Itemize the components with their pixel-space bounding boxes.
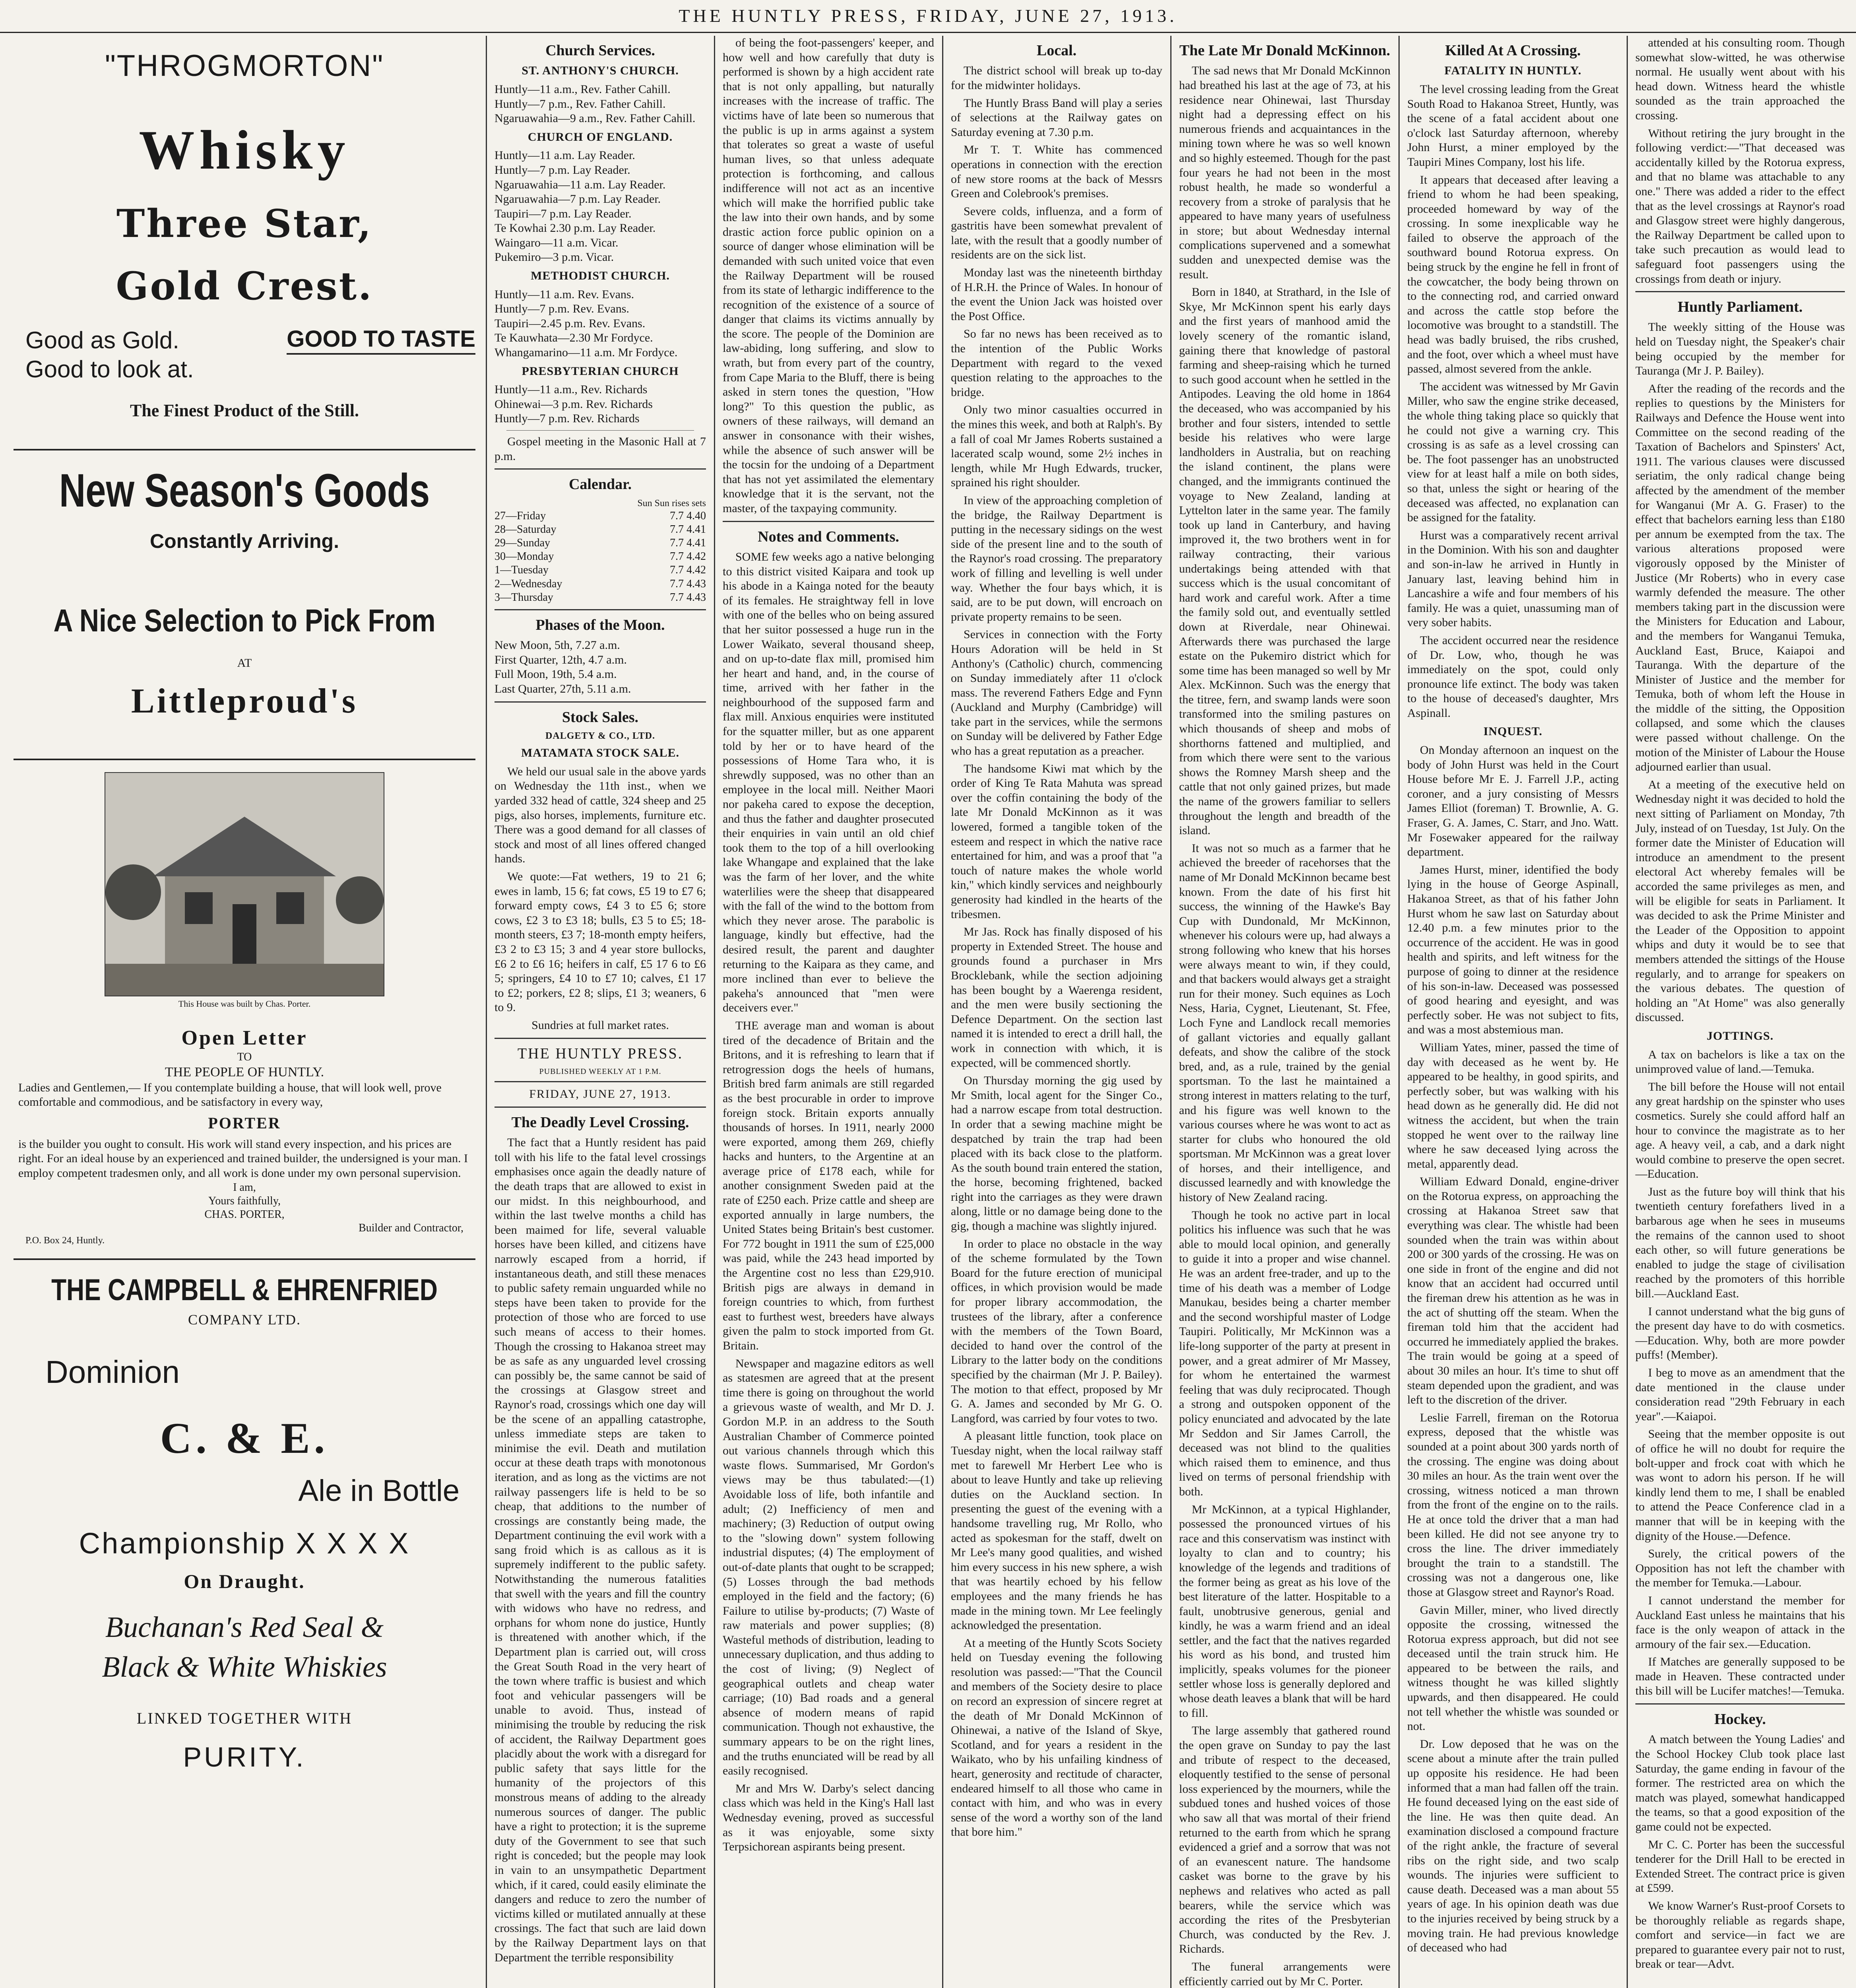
column-6	[1402, 36, 1624, 1988]
coe-line: Waingaro—11 a.m. Vicar.	[495, 236, 619, 249]
notes-para: Newspaper and magazine editors as well as statesmen are agreed that at the present time there is going on throughout the world a grievous waste of wealth, and Mr D. J. Gordon M.P. in an address to the South Australian Chamber of Commerce pointed out various channels through which this waste flows. Summarised, Mr Gordon's views may be thus tabulated:—(1) Avoidable loss of life, both infantile and adult; (2) Inefficiency of men and machinery; (3) Reduction of output owing to the "slowing down" system following industrial disputes; (4) The employment of out-of-date plants that ought to be scrapped; (5) Losses through the bad methods employed in the field and the factory; (6) Failure to utilise by-products; (7) Waste of raw materials and power supplies; (8) Wasteful methods of distribution, leading to unnecessary duplication, and thus adding to the cost of living; (9) Neglect of geographical outlets and cheap water carriage; (10) Bad roads and a general absence of modern means of rapid communication. Though not exhaustive, the summary appears to be on the right lines, and the truths enunciated will be read by all easily recognised.	[723, 1357, 934, 1778]
throgmorton-advert	[14, 48, 475, 450]
st-anthony-heading: ST. ANTHONY'S CHURCH.	[522, 64, 679, 78]
stock-para-2: We quote:—Fat wethers, 19 to 21 6; ewes in lamb, 15 6; fat cows, £5 19 to £7 6; forward empty cows, £4 3 to £5 6; store cows, £2 3 to £3 18; bulls, £3 5 to £5; 18-month steers, £3 7; 18-month empty heifers, £3 2 to £3 15; 3 and 4 year store bullocks, £6 2 to £6 16; heifers in calf, £5 17 6 to £6 5; springers, £4 10 to £7 10; calves, £1 17 to £2; porkers, £2 8; slips, £1 3; weaners, 6 to 9.	[495, 870, 706, 1014]
stock-para-1: We held our usual sale in the above yards on Wednesday the 11th inst., when we yarded 332 head of cattle, 324 sheep and 25 pigs, also horses, implements, furniture etc. There was a good demand for all classes of stock and most of all lines offered changed hands.	[495, 765, 706, 866]
crossing-para: The level crossing leading from the Great South Road to Hakanoa Street, Huntly, was the scene of a fatal accident about one o'clock last Saturday afternoon, whereby John Hurst, a miner employed by the Taupiri Mines Company, lost his life.	[1407, 82, 1619, 169]
whisky-heading: Whisky	[139, 119, 350, 181]
methodist-line: Te Kauwhata—2.30 Mr Fordyce.	[495, 331, 653, 345]
column-rule	[942, 36, 943, 1988]
letter-body: Ladies and Gentlemen,— If you contemplate building a house, that will look well, prove comfortable and commodious, and be satisfactory in every way,	[18, 1081, 442, 1109]
parliament-heading: Huntly Parliament.	[1678, 299, 1803, 316]
methodist-line: Huntly—7 p.m. Rev. Evans.	[495, 302, 629, 316]
mckinnon-para: The large assembly that gathered round the open grave on Sunday to pay the last and tribute of respect to the deceased, eloquently testified to the sense of personal loss experienced by the mourners, while the subdued tones and hushed voices of those who saw all that was mortal of their friend returned to the earth from which he sprang evidenced a grief and a sorrow that was not of an evanescent nature. The handsome casket was borne to the grave by his nephews and relatives who acted as pall bearers, while the service which was according the rites of the Presbyterian Church, was conducted by the Rev. J. Richards.	[1179, 1724, 1391, 1956]
black-white-label: Black & White Whiskies	[102, 1651, 387, 1684]
warner-advert: We know Warner's Rust-proof Corsets to be thoroughly reliable as regards shape, comfort and service—in fact we are prepared to guarantee every pair not to rust, break or tear—Advt.	[1635, 1899, 1845, 1971]
column-2	[489, 36, 712, 1988]
calendar-row: 30—Monday 7.7 4.42	[495, 550, 706, 563]
porter-tender: Mr C. C. Porter has been the successful tenderer for the Drill Hall to be erected in Extended Street. The contract price is given at £599.	[1635, 1838, 1845, 1895]
signoff-4: Builder and Contractor,	[358, 1221, 464, 1234]
letter-body-2: is the builder you ought to consult. His work will stand every inspection, and his prices are right. For an ideal house by an experienced and trained builder, the undersigned is your man. I employ competent tradesmen only, and all work is done under my own personal supervision.	[18, 1137, 468, 1180]
presby-line: Huntly—7 p.m. Rev. Richards	[495, 412, 640, 425]
finest-product: The Finest Product of the Still.	[130, 400, 359, 420]
dateline: FRIDAY, JUNE 27, 1913.	[529, 1087, 671, 1101]
local-item: Severe colds, influenza, and a form of gastritis have been somewhat prevalent of late, with the result that a goodly number of residents are on the sick list.	[951, 204, 1162, 262]
column-rule	[1627, 36, 1628, 1988]
methodist-heading: METHODIST CHURCH.	[531, 269, 670, 283]
local-item: In view of the approaching completion of the bridge, the Railway Department is putting in the necessary sidings on the west side of the present line and to the south of the Raynor's road crossing. The preparatory work of filling and levelling is well under way. Whether the four bays which, it is said, are to be put down, will encroach on private property remains to be seen.	[951, 493, 1162, 623]
championship-label: Championship X X X X	[79, 1526, 410, 1560]
crossing-para: The accident was witnessed by Mr Gavin Miller, who saw the engine strike deceased, the whole thing taking place so quickly that he could not give a warning cry. This crossing is as safe as a level crossing can be. The foot passenger has an unobstructed view for at least half a mile on both sides, so that, unless the sight or hearing of the deceased was affected, no explanation can be assigned for the fatality.	[1407, 380, 1619, 524]
throgmorton-title: "THROGMORTON"	[105, 49, 384, 83]
po-box: P.O. Box 24, Huntly.	[25, 1235, 105, 1246]
jotting: I cannot understand the member for Auckland East unless he maintains that his face is the only weapon of attack in the armoury of the fair sex.—Education.	[1635, 1594, 1845, 1651]
mckinnon-para: Mr McKinnon, at a typical Highlander, possessed the pronounced virtues of his race and this conservatism was instinct with loyalty to clan and to country; his knowledge of the legends and traditions of the former being as great as his love of the best literature of the latter. Hospitable to a fault, unobtrusive generous, genial and kindly, he was a warm friend and an ideal settler, and the fact that the natives regarded his word as his bond, and trusted him implicitly, speaks volumes for the pioneer settler whose loss is generally deplored and whose death leaves a blank that will be hard to fill.	[1179, 1503, 1391, 1720]
parliament-para: At a meeting of the executive held on Wednesday night it was decided to hold the next sitting of Parliament on Monday, 7th July, instead of on Tuesday, 1st July. On the former date the Minister of Education will introduce an amendment to the present electoral Act whereby females will be accorded the same privileges as men, and will be eligible for seats in Parliament. It was decided to ask the Prime Minister and the Leader of the Opposition to appoint whips and duty it would be to see that members attended the sittings of the House regularly, and to arrange for speakers on the various debates. The question of holding an "At Home" was also generally discussed.	[1635, 778, 1845, 1024]
company-ltd: COMPANY LTD.	[188, 1312, 301, 1328]
good-as-gold: Good as Gold.	[25, 327, 179, 354]
advert-column	[8, 36, 481, 1988]
calendar-heading: Calendar.	[568, 476, 632, 493]
presbyterian-heading: PRESBYTERIAN CHURCH	[522, 364, 679, 378]
column-rule	[1398, 36, 1400, 1988]
new-season-heading: New Season's Goods	[59, 464, 430, 517]
coe-line: Pukemiro—3 p.m. Vicar.	[495, 250, 614, 264]
killed-crossing-heading: Killed At A Crossing.	[1445, 42, 1581, 59]
house-illustration	[105, 772, 384, 996]
people-of-huntly: THE PEOPLE OF HUNTLY.	[165, 1065, 324, 1080]
calendar-columns: Sun Sun rises sets	[637, 498, 706, 509]
purity-label: PURITY.	[183, 1741, 306, 1773]
column-rule	[714, 36, 715, 1988]
coe-line: Huntly—11 a.m. Lay Reader.	[495, 149, 635, 162]
local-item: Only two minor casualties occurred in the mines this week, and both at Ralph's. By a fall of coal Mr James Roberts sustained a lacerated scalp wound, some 2½ inches in length, while Mr Hugh Edwards, trucker, sprained his right shoulder.	[951, 403, 1163, 489]
nice-selection: A Nice Selection to Pick From	[53, 603, 436, 639]
notes-para: SOME few weeks ago a native belonging to this district visited Kaipara and took up his abode in a Kainga noted for the beauty of its females. He straightway fell in love with one of the belles who on being assured that her suitor possessed a huge run in the Lower Waikato, several thousand sheep, and on up-to-date flax mill, promised him her heart and hand, and, in the course of time, arrived with her father in the neighbourhood of the supposed farm and flax mill. Anxious enquiries were instituted for the squatter miller, but as one apparent told by her or to have heard of the possessions of Home Tara who, it is shrewdly supposed, was no other than an employee in the local mill. Neither Maori nor pakeha cared to expose the deception, and thus the father and daughter prosecuted their enquiries in vain until an old chief took them to the top of a hill overlooking lake Whangape and explained that the lake was the farm of her lover, and the white waterlilies were the sheep that disappeared with the fall of the wind to the bottom from which they never arose. The parabolic is language, kindly but effective, had the desired result, the parent and daughter returning to the Kaipara as they came, and more inclined than ever to believe the pakeha's announced that "men were deceivers ever."	[723, 550, 934, 1015]
parliament-para: The weekly sitting of the House was held on Tuesday night, the Speaker's chair being occupied by the member for Tauranga (Mr J. P. Bailey).	[1635, 320, 1845, 378]
constantly-arriving: Constantly Arriving.	[150, 530, 339, 553]
deadly-crossing-cont: of being the foot-passengers' keeper, and how well and how carefully that duty is performed is shown by a high accident rate that is not only appalling, but naturally increases with the increase of traffic. The victims have of late been so numerous that the public is up in arms against a system that tolerates so great a waste of useful human lives, so that unless adequate protection is forthcoming, and callous indifference will not act as an incentive which will make the horrified public take the law into their own hands, and by some drastic action force public opinion on a source of danger whose elimination will be demanded with such united voice that even the Railway Department will be roused from its state of lethargic indifference to the recognition of the existence of a source of danger that claims its victims annually by the score. The people of the Dominion are law-abiding, long suffering, and slow to wrath, but from every part of the country, from Cape Maria to the Bluff, there is being asked in stern tones the question, "How long?" To this question the public, as owners of these railways, will demand an answer in consonance with their wishes, while the absence of such answer will be the tocsin for the undoing of a Department that has not yet assimilated the elementary knowledge that it is the servant, not the master, of the taxpaying community.	[723, 36, 934, 515]
mckinnon-para: Born in 1840, at Strathard, in the Isle of Skye, Mr McKinnon spent his early days and the first years of manhood amid the lovely scenery of the romantic island, gaining there that knowledge of pastoral farming and sheep-raising which he turned to such good account when he settled in the Antipodes. Leaving the old home in 1864 the deceased, who was accompanied by his brother and four sisters, intended to settle beside his relatives who were large landholders in Australia, but on reaching the island continent, the plans were changed, and the immigrants continued the voyage to New Zealand, landing at Lyttelton later in the same year. The family took up land in Canterbury, and having improved it, the two brothers went in for railway contracting, their various undertakings being attended with that success which is the usual concomitant of hard work and careful work. After a time the family sold out, and eventually settled down at Riverdale, near Ohinewai. Afterwards there was purchased the large estate on the Pukemiro district which for some time has been managed so well by Mr Alex. McKinnon. Such was the energy that the titree, fern, and swamp lands were soon transformed into the smiling pastures on which thousands of sheep and mobs of shorthorns fattened and multiplied, and from which there were sent to the various shows the Romney Marsh sheep and the cattle that not only gained prizes, but made the name of the growers familiar to sellers throughout the length and breadth of the island.	[1179, 285, 1391, 837]
buchanan-label: Buchanan's Red Seal &	[105, 1611, 384, 1644]
coe-line: Huntly—7 p.m. Lay Reader.	[495, 163, 630, 177]
local-item: Mr T. T. White has commenced operations in connection with the erection of new store rooms at the back of Messrs Green and Colebrook's premises.	[951, 143, 1162, 200]
column-3	[717, 36, 940, 1988]
local-item: Mr Jas. Rock has finally disposed of his property in Extended Street. The house and grounds found a purchaser in Mrs Brocklebank, while the section adjoining has been bought by a Waerenga resident, and the men were busily sectioning the Defence Department. On the section last named it is intended to erect a drill hall, the work in connection with which, it is expected, will be commenced shortly.	[951, 925, 1162, 1070]
campbell-heading: THE CAMPBELL & EHRENFRIED	[51, 1273, 438, 1307]
signoff-2: Yours faithfully,	[208, 1194, 281, 1207]
dalgety-label: DALGETY & CO., LTD.	[545, 731, 655, 742]
inquest-heading: INQUEST.	[1483, 725, 1543, 738]
deadly-crossing-heading: The Deadly Level Crossing.	[511, 1114, 689, 1131]
local-item: So far no news has been received as to the intention of the Public Works Department with regard to the vexed question relating to the approaches to the bridge.	[951, 327, 1162, 399]
porter-name: PORTER	[208, 1114, 281, 1132]
hockey-heading: Hockey.	[1714, 1711, 1766, 1728]
inquest-para: James Hurst, miner, identified the body lying in the house of George Aspinall, Hakanoa Street, as that of his father John Hurst whom he saw last on Saturday about 12.40 p.m. a few minutes prior to the occurrence of the accident. He was in good health and spirits, and left witness for the purpose of going to dinner at the residence of his son-in-law. Deceased was possessed of good hearing and eyesight, and was perfectly sober. He was not subject to fits, and was a most abstemious man.	[1407, 863, 1619, 1037]
calendar-row: 2—Wednesday 7.7 4.43	[495, 577, 706, 590]
stock-sales-heading: Stock Sales.	[562, 709, 639, 726]
calendar-row: 29—Sunday 7.7 4.41	[495, 537, 706, 549]
coe-line: Ngaruawahia—11 a.m. Lay Reader.	[495, 178, 666, 191]
deadly-crossing-body: The fact that a Huntly resident has paid toll with his life to the fatal level crossings emphasises once again the deadly nature of the death traps that are allowed to exist in our midst. In this neighbourhood, and within the last twelve months a child has been maimed for life, several valuable horses have been killed, and citizens have narrowly escaped from a horrid, if instantaneous death, and still these menaces to public safety remain unguarded while no steps have been taken to provide for the protection of those who are forced to use such means of access to their homes. Though the crossing to Hakanoa street may be as safe as any unguarded level crossing can possibly be, the same cannot be said of the crossings at Glasgow street and Raynor's road, crossings which one day will be the scene of an appalling catastrophe, unless immediate steps are taken to minimise the evil. Death and mutilation occur at these death traps with monotonous iteration, and as long as the victims are not railway passengers life is held to be so cheap, that additions to the number of crossings are constantly being made, the Department continuing the evil work with a sang froid which is as callous as it is supremely indifferent to the public safety. Notwithstanding the numerous fatalities that swell with the years and fill the country with widows who have no redress, and orphans for whom none do justice, Huntly is threatened with another which, if the Department plan is carried out, will cross the Great South Road in the very heart of the town where traffic is busiest and which foot and vehicular passengers will be unable to avoid. Thus, instead of minimising the trouble by reducing the risk of accident, the Railway Department goes placidly about the work with a disregard for public safety that says little for the humanity of the projectors of this monstrous means of adding to the already numerous sources of danger. The public have a right to protection; it is the supreme duty of the Government to see that such right is conceded; but the people may look in vain to an unsympathetic Department which, if it cared, could easily eliminate the dangers and reduce to zero the number of victims killed or mutilated annually at these crossings. The fact that such are laid down by the Railway Department lays on that Department the terrible responsibility	[495, 1136, 706, 1964]
coe-line: Ngaruawahia—7 p.m. Lay Reader.	[495, 192, 661, 206]
local-item: A pleasant little function, took place on Tuesday night, when the local railway staff met to farewell Mr Herbert Lee who is about to leave Huntly and take up relieving duties on the Auckland section. In presenting the guest of the evening with a handsome travelling rug, Mr Rollo, who acted as spokesman for the staff, dwelt on Mr Lee's many good qualities, and wished him every success in his new sphere, a wish that was heartily echoed by his fellow employees and the many friends he has made in the mining town. Mr Lee feelingly acknowledged the presentation.	[951, 1429, 1162, 1632]
presby-line: Ohinewai—3 p.m. Rev. Richards	[495, 397, 653, 411]
methodist-line: Whangamarino—11 a.m. Mr Fordyce.	[495, 346, 678, 359]
mckinnon-para: The sad news that Mr Donald McKinnon had breathed his last at the age of 73, at his residence near Ohinewai, last Thursday night had a depressing effect on his numerous friends and acquaintances in the mining town where he was so well known and so highly esteemed. Though for the past four years he had not been in the most robust health, he made so wonderful a recovery from a stroke of paralysis that he appeared to have many years of usefulness in store; but about Wednesday internal complications supervened and a somewhat sudden and unexpected demise was the result.	[1179, 64, 1391, 281]
gold-crest-heading: Gold Crest.	[116, 263, 373, 309]
church-services-heading: Church Services.	[545, 42, 655, 59]
jotting: A tax on bachelors is like a tax on the unimproved value of land.—Temuka.	[1635, 1048, 1845, 1076]
littleproud-name: Littleproud's	[131, 682, 358, 721]
notes-para: Mr and Mrs W. Darby's select dancing class which was held in the King's Hall last Wednesday evening, proved as successful as it was enjoyable, some sixty Terpsichorean aspirants being present.	[723, 1782, 934, 1854]
jotting: Seeing that the member opposite is out of office he will no doubt for require the bolt-upper and frock coat with which he was wont to adorn his person. If he will kindly lend them to me, I shall be enabled to attend the Peace Conference clad in a manner that will be in keeping with the dignity of the House.—Defence.	[1635, 1427, 1845, 1543]
ce-label: C. & E.	[160, 1413, 329, 1462]
methodist-line: Huntly—11 a.m. Rev. Evans.	[495, 287, 634, 301]
linked-together: LINKED TOGETHER WITH	[136, 1709, 353, 1728]
mckinnon-heading: The Late Mr Donald McKinnon.	[1179, 42, 1391, 59]
gospel-note: Gospel meeting in the Masonic Hall at 7 p.m.	[495, 435, 706, 463]
calendar-row: 27—Friday 7.7 4.40	[495, 509, 706, 522]
inquest-cont: attended at his consulting room. Though somewhat slow-witted, he was otherwise normal. He usually went about with his head down. Witness heard the whistle sounded as the train approached the crossing.	[1635, 36, 1845, 122]
moon-heading: Phases of the Moon.	[535, 616, 665, 633]
moon-line: First Quarter, 12th, 4.7 a.m.	[495, 653, 627, 666]
coe-line: Te Kowhai 2.30 p.m. Lay Reader.	[495, 221, 656, 235]
inquest-para: Leslie Farrell, fireman on the Rotorua express, deposed that the whistle was sounded at a point about 300 yards north of the crossing. The engine was doing about 30 miles an hour. As the train went over the crossing, witness noticed a man thrown from the front of the engine on to the rails. He at once told the driver that a man had been killed. He did not see anyone try to cross the line. The driver immediately brought the train to a standstill. The crossing was not a dangerous one, like those at Glasgow street and Raynor's Road.	[1407, 1411, 1619, 1599]
fatality-subheading: FATALITY IN HUNTLY.	[1444, 64, 1582, 78]
campbell-advert	[14, 1272, 475, 1774]
presby-line: Huntly—11 a.m., Rev. Richards	[495, 383, 648, 396]
jotting: I beg to move as an amendment that the date mentioned in the clause under consideration read "29th February in each year".—Kaiapoi.	[1635, 1366, 1845, 1423]
notes-para: THE average man and woman is about tired of the decadence of Britain and the Britons, and it is refreshing to learn that if retrogression dogs the heels of humans, British bred farm animals are still regarded as the best procurable in order to improve foreign stock. Britain exports annually thousands of horses. In 1911, nearly 2000 were exported, among them 269, chiefly hacks and hunters, to the Argentine at an average price of £178 each, while for another consignment Sweden paid at the rate of £250 each. Prize cattle and sheep are exported annually in large numbers, the United States being Britain's best customer. For 772 bought in 1911 the sum of £25,000 was paid, while the 243 head imported by the Argentine cost no less than £29,910. British pigs are always in demand in foreign countries to which, from furthest east to furthest west, breeders have always given the palm to stock imported from Gt. Britain.	[723, 1019, 934, 1353]
calendar-row: 3—Thursday 7.7 4.43	[495, 591, 706, 604]
jotting: Surely, the critical powers of the Opposition has not left the chamber with the member for Temuka.—Labour.	[1635, 1547, 1845, 1590]
inquest-para: William Edward Donald, engine-driver on the Rotorua express, on approaching the crossing at Hakanoa Street saw that everything was clear. The whistle had been sounded when the train was within about 200 or 300 yards of the crossing. He was on one side in front of the engine and did not know that an accident had occurred until the fireman drew his attention as he was in the act of shutting off the steam. When the fireman told him that the accident had occurred he immediately applied the brakes. The train would be going at a speed of about 30 miles an hour. It's time to shut off steam depended upon the gradient, and was left to the discretion of the driver.	[1407, 1175, 1619, 1407]
local-item: Services in connection with the Forty Hours Adoration will be held in St Anthony's (Catholic) church, commencing on Sunday immediately after 11 o'clock mass. The reverend Fathers Edge and Fynn (Auckland and Murphy (Cambridge) will take part in the services, while the sermons on Sunday will be delivered by Father Edge who has a great reputation as a preacher.	[951, 628, 1162, 758]
house-caption: This House was built by Chas. Porter.	[178, 998, 311, 1009]
st-anthony-line: Ngaruawahia—9 a.m., Rev. Father Cahill.	[495, 112, 696, 125]
ale-in-bottle: Ale in Bottle	[298, 1474, 460, 1508]
moon-line: New Moon, 5th, 7.27 a.m.	[495, 639, 620, 652]
to-label: TO	[237, 1051, 252, 1064]
local-item: The district school will break up to-day for the midwinter holidays.	[951, 64, 1162, 92]
column-5	[1173, 36, 1396, 1988]
good-to-taste: GOOD TO TASTE	[287, 325, 475, 355]
masthead: THE HUNTLY PRESS, FRIDAY, JUNE 27, 1913.	[0, 0, 1856, 33]
local-item: At a meeting of the Huntly Scots Society held on Tuesday evening the following resolution was passed:—"That the Council and members of the Society desire to place on record an expression of sincere regret at the death of Mr Donald McKinnon of Ohinewai, a native of the Island of Skye, Scotland, and for years a resident in the Waikato, who by his unfailing kindness of heart, generosity and rectitude of character, endeared himself to all those who came in contact with him, and who was in every sense of the word a worthy son of the land that bore him."	[951, 1636, 1162, 1839]
porter-advert	[14, 772, 475, 1260]
jotting: The bill before the House will not entail any great hardship on the spinster who uses cosmetics. Surely she could afford half an hour to convince the magistrate as to her age. A heavy veil, a cab, and a dark night would combine to preserve the open secret.—Education.	[1635, 1080, 1845, 1181]
mckinnon-para: Though he took no active part in local politics his influence was such that he was able to mould local opinion, and generally to guide it into a proper and wise channel. He was an ardent free-trader, and up to the time of his death was a member of Lodge Manukau, besides being a charter member and the second worshipful master of Lodge Taupiri. Politically, Mr McKinnon was a life-long supporter of the party at present in power, and a great admirer of Mr Massey, for whom he entertained the warmest feeling that was duly reciprocated. Though a strong and outspoken opponent of the policy enunciated and advocated by the late Mr Seddon and Sir James Carroll, the deceased was not blind to the qualities which raised them to eminence, and thus lived on terms of personal friendship with both.	[1179, 1208, 1391, 1498]
local-item: The handsome Kiwi mat which by the order of King Te Rata Mahuta was spread over the coffin containing the body of the late Mr Donald McKinnon as it was lowered, formed a tangible token of the esteem and respect in which the native race entertained for him, and was a proof that "a touch of nature makes the whole world kin," which kindly services and neighbourly generosity had kindled in the hearts of the tribesmen.	[951, 762, 1162, 921]
inquest-para: William Yates, miner, passed the time of day with deceased as he went by. He appeared to be healthy, in good spirits, and perfectly sober, but was walking with his head down as he generally did. He did not witness the accident, but when the train stopped he went over to the railway line where he saw deceased lying across the metal, apparently dead.	[1407, 1041, 1619, 1171]
dominion-label: Dominion	[45, 1354, 180, 1390]
published-line: PUBLISHED WEEKLY AT 1 P.M.	[539, 1067, 661, 1076]
at-label: AT	[237, 656, 252, 670]
on-draught: On Draught.	[184, 1570, 305, 1592]
st-anthony-line: Huntly—11 a.m., Rev. Father Cahill.	[495, 82, 671, 96]
crossing-para: It appears that deceased after leaving a friend to whom he had been speaking, proceeded homeward by way of the crossing. In some inexplicable way he failed to observe the approach of the southward bound Rotorua express. On being struck by the engine he fell in front of the cowcatcher, the body being thrown on to the connecting rod, and carried onward and across the cattle stop before the locomotive was brought to a standstill. The head was badly bruised, the ribs crushed, and the foot, over which a wheel must have passed, almost severed from the ankle.	[1407, 173, 1619, 376]
column-rule	[486, 36, 487, 1988]
column-7	[1630, 36, 1850, 1988]
littleproud-advert	[14, 462, 475, 760]
open-letter-heading: Open Letter	[181, 1026, 308, 1049]
coe-line: Taupiri—7 p.m. Lay Reader.	[495, 207, 632, 220]
column-4	[945, 36, 1168, 1988]
notes-heading: Notes and Comments.	[758, 528, 899, 545]
signoff-3: CHAS. PORTER,	[204, 1208, 285, 1221]
hockey-para: A match between the Young Ladies' and the School Hockey Club took place last Saturday, the game ending in favour of the former. The restricted area on which the match was played, somewhat handicapped the teams, so that a good exposition of the game could not be expected.	[1635, 1733, 1845, 1833]
column-rule	[1170, 36, 1171, 1988]
crossing-para: Hurst was a comparatively recent arrival in the Dominion. With his son and daughter and son-in-law he arrived in Huntly in January last, leaving behind him in Lancashire a wife and four members of his family. He was a quiet, unassuming man of very sober habits.	[1407, 528, 1619, 629]
coe-heading: CHURCH OF ENGLAND.	[528, 130, 673, 144]
jotting: If Matches are generally supposed to be made in Heaven. These contracted under this bill will be Lucifer matches!—Temuka.	[1635, 1655, 1845, 1698]
jotting: I cannot understand what the big guns of the present day have to do with cosmetics.—Education. Why, both are more powder puffs! (Member).	[1635, 1305, 1845, 1362]
moon-line: Full Moon, 19th, 5.4 a.m.	[495, 668, 617, 681]
inquest-para: Gavin Miller, miner, who lived directly opposite the crossing, witnessed the Rotorua express approach, but did not see deceased until the train struck him. He appeared to be between the rails, and witness thought he was killed slightly upwards, and then disappeared. He could not tell whether the whistle was sounded or not.	[1407, 1603, 1619, 1733]
sundries: Sundries at full market rates.	[531, 1018, 669, 1032]
press-title: THE HUNTLY PRESS.	[517, 1045, 683, 1062]
crossing-para: The accident occurred near the residence of Dr. Low, who, though he was immediately on the spot, could only pronounce life extinct. The body was taken to the house of deceased's daughter, Mrs Aspinall.	[1407, 633, 1619, 720]
signoff-1: I am,	[233, 1181, 256, 1194]
mckinnon-para: It was not so much as a farmer that he achieved the breeder of racehorses that the name of Mr Donald McKinnon became best known. From the date of his first hit success, the winning of the Hawke's Bay Cup with Dundonald, Mr McKinnon, whenever his colours were up, had always a strong following who knew that his horses were always meant to win, if they could, and that backers would always get a straight run for their money. Such equines as Loch Ness, Haria, Cygnet, Lieutenant, St. Ffee, Loch Fyne and Landlock recall memories of gallant victories and equally gallant defeats, and show the calibre of the stock bred, and, as a rule, trained by the genial sportsman. To the last he maintained a strong interest in matters relating to the turf, and his figure was well known to the various courses where he was wont to act as starter for clubs who honoured the old sportsman. Mr McKinnon was a great lover of horses, and their intelligence, and discussed learnedly and with knowledge the history of New Zealand racing.	[1179, 841, 1391, 1204]
mckinnon-para: The funeral arrangements were efficiently carried out by Mr C. Porter.	[1179, 1960, 1391, 1988]
local-item: In order to place no obstacle in the way of the scheme formulated by the Town Board for the future erection of municipal offices, in which provision would be made for proper library accommodation, the trustees of the library, after a conference with the members of the Town Board, decided to hand over the control of the Library to the latter body on the conditions specified by the chairman (Mr J. P. Bailey). The motion to that effect, proposed by Mr G. A. James and seconded by Mr G. O. Langford, was carried by four votes to two.	[951, 1237, 1162, 1425]
local-item: The Huntly Brass Band will play a series of selections at the Railway gates on Saturday evening at 7.30 p.m.	[951, 96, 1162, 139]
local-item: Monday last was the nineteenth birthday of H.R.H. the Prince of Wales. In honour of the event the Union Jack was hoisted over the Post Office.	[951, 266, 1162, 323]
jotting: Just as the future boy will think that his twentieth century forefathers lived in a barbarous age when he sees in museums the remains of the cannon used to shoot each other, so will future generations be enabled to judge the stage of civilisation reached by the promoters of this horrible bill.—Auckland East.	[1635, 1185, 1845, 1301]
matamata-heading: MATAMATA STOCK SALE.	[521, 746, 680, 760]
methodist-line: Taupiri—2.45 p.m. Rev. Evans.	[495, 316, 646, 330]
st-anthony-line: Huntly—7 p.m., Rev. Father Cahill.	[495, 97, 666, 111]
parliament-para: After the reading of the records and the replies to questions by the Ministers for Railways and Defence the House went into Committee on the second reading of the Taxation of Bachelors and Spinsters' Act, 1911. The various clauses were discussed seriatim, the only radical change being affected by the amendment of the member for Wanganui (Mr A. G. Fraser) to the effect that bachelors earning less than £180 per annum be exempted from the tax. The various alterations proposed were vigorously opposed by the Minister of Justice (Mr Roberts) who in every case warmly defended the measure. The other members taking part in the discussion were the Ministers for Education and Labour, and the members for Wanganui Temuka, Auckland East, Bruce, Kaiapoi and Tauranga. With the departure of the Minister of Justice and the member for Temuka, both of whom left the House in the middle of the sitting, the Opposition collapsed, and some which the clauses were passed without challenge. On the motion of the Minister of Labour the House adjourned earlier than usual.	[1635, 382, 1845, 774]
inquest-para: On Monday afternoon an inquest on the body of John Hurst was held in the Court House before Mr E. J. Farrell J.P., acting coroner, and a jury consisting of Messrs James Elliot (foreman) T. Brownlie, A. G. Fraser, G. A. James, C. Starr, and Jno. Watt. Mr Fosewaker appeared for the railway department.	[1407, 744, 1619, 859]
three-star-heading: Three Star,	[116, 201, 373, 246]
jottings-heading: JOTTINGS.	[1707, 1029, 1774, 1043]
moon-line: Last Quarter, 27th, 5.11 a.m.	[495, 682, 631, 696]
local-item: On Thursday morning the gig used by Mr Smith, local agent for the Singer Co., had a narrow escape from total destruction. In order that a sewing machine might be despatched by train the trap had been placed with its back close to the platform. As the south bound train entered the station, the horse, becoming frightened, backed right into the carriages as they were drawn along, little or no damage being done to the gig, though a machine was slightly injured.	[951, 1074, 1162, 1233]
local-heading: Local.	[1036, 42, 1077, 59]
good-to-look: Good to look at.	[25, 356, 194, 383]
inquest-verdict: Without retiring the jury brought in the following verdict:—"That deceased was accidentally killed by the Rotorua express, and that no blame was attachable to any one." There was added a rider to the effect that as the level crossings at Raynor's road and Glasgow street were highly dangerous, the Railway Department be called upon to take such precaution as would lead to safeguard foot passengers using the crossings from death or injury.	[1635, 126, 1845, 285]
calendar-row: 1—Tuesday 7.7 4.42	[495, 564, 706, 577]
calendar-row: 28—Saturday 7.7 4.41	[495, 523, 706, 536]
inquest-para: Dr. Low deposed that he was on the scene about a minute after the train pulled up opposite his residence. He had been informed that a man had fallen off the train. He found deceased lying on the east side of the line. He was then quite dead. An examination disclosed a compound fracture of the right ankle, the fracture of several ribs on the right side, and two scalp wounds. The injuries were sufficient to cause death. Deceased was a man about 55 years of age. In his opinion death was due to the injuries received by being struck by a moving train. He had previous knowledge of deceased who had	[1407, 1737, 1619, 1955]
